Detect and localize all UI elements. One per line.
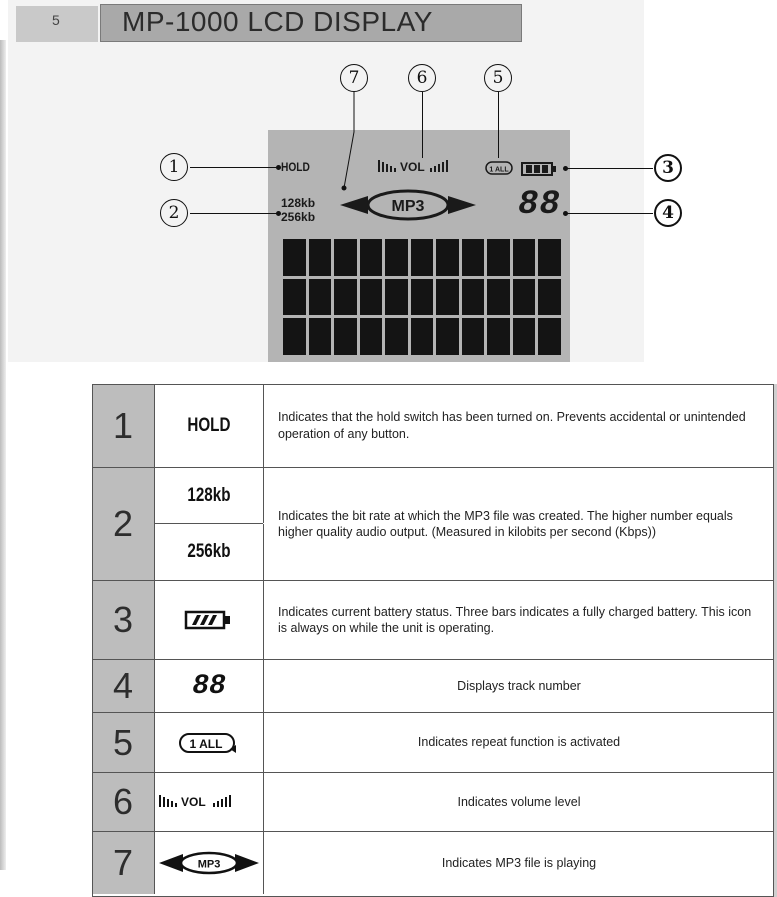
lcd-hold-indicator: HOLD [281,160,310,174]
repeat-icon [178,731,240,755]
mp3-label: MP3 [197,858,221,871]
row-icon-cell [155,832,264,894]
row-number: 4 [92,660,155,712]
callout-3-leader [565,168,653,169]
callout-4-dot [563,211,568,216]
row-description: Displays track number [457,678,581,693]
battery-icon [184,609,234,631]
repeat-label: 1 ALL [189,736,223,751]
row-description: Indicates MP3 file is playing [441,855,597,870]
page-edge [0,40,6,870]
lcd-repeat-icon [485,160,515,176]
row-icon-cell-256 [155,524,264,580]
callout-4-leader [565,213,653,214]
callout-1-leader [190,167,278,168]
row-number: 1 [92,384,155,467]
lcd-track-number: 88 [518,186,561,224]
lcd-dot-matrix [283,239,561,355]
row-icon-cell [155,581,264,659]
lcd-mp3-label: MP3 [391,198,425,215]
page-number: 5 [52,12,60,28]
lcd-battery-icon [521,161,561,177]
row-number: 7 [92,832,155,894]
table-row [92,773,774,832]
callout-4: 4 [654,199,682,227]
row-number: 2 [92,468,155,580]
callout-2-leader [190,213,278,214]
row-description: Indicates volume level [457,794,581,809]
callout-7-leader [340,92,370,192]
track-number-label: 88 [192,670,226,702]
volume-label: VOL [181,795,206,809]
callout-1: 1 [160,153,188,181]
volume-bars-right-icon [430,160,448,172]
bitrate-256-label: 256kb [187,541,231,562]
lcd-bitrate-256: 256kb [281,210,316,224]
callout-3: 3 [654,154,682,182]
row-number: 3 [92,581,155,659]
callout-2-dot [276,211,281,216]
callout-2: 2 [160,199,188,227]
row-description: Indicates current battery status. Three bars indicates a fully charged battery. This icon is always on while the unit is operating. [278,604,752,635]
bitrate-128-label: 128kb [187,484,231,506]
lcd-repeat-label: 1 ALL [489,166,509,174]
table-row [92,832,774,894]
row-icon-cell [155,713,264,772]
callout-7: 7 [340,64,368,92]
table-row [92,384,774,468]
callout-5: 5 [484,64,512,92]
table-row [92,713,774,773]
lcd-mp3-indicator [338,188,478,222]
hold-label: HOLD [187,414,231,436]
mp3-icon [157,850,261,876]
lcd-volume-indicator [378,158,482,174]
row-icon-cell [155,660,264,712]
row-number: 6 [92,773,155,831]
page-title: MP-1000 LCD DISPLAY [122,6,433,37]
row-icon-cell-128 [155,468,264,523]
table-row [92,468,774,581]
legend-table [92,384,777,897]
callout-3-dot [563,166,568,171]
callout-5-leader [498,92,499,158]
lcd-vol-label: VOL [400,160,425,174]
callout-1-dot [276,165,281,170]
callout-6: 6 [408,64,436,92]
volume-bars-left-icon [378,160,396,172]
row-number: 5 [92,713,155,772]
row-description: Indicates that the hold switch has been turned on. Prevents accidental or unintended operation of any button. [278,410,746,441]
row-icon-cell [155,384,264,467]
table-row [92,660,774,713]
callout-6-leader [422,92,423,158]
row-description: Indicates the bit rate at which the MP3 file was created. The higher number equals higher quality audio output. (Measured in kilobits per second (Kbps)) [278,508,733,539]
lcd-bitrate-128: 128kb [281,196,316,210]
row-description: Indicates repeat function is activated [417,735,621,750]
row-icon-cell [155,773,264,831]
volume-icon [159,793,259,811]
table-row [92,581,774,660]
